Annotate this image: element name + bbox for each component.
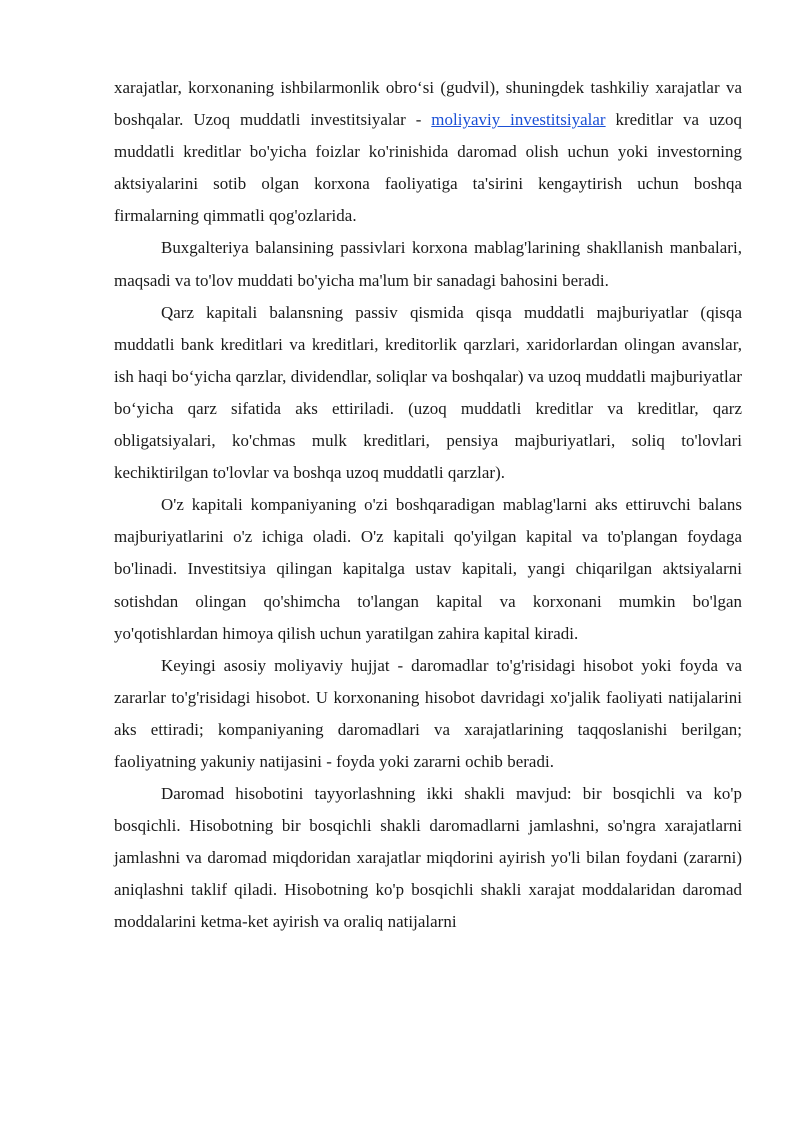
paragraph-1-text-after-link: kreditlar va uzoq muddatli kreditlar bo'yicha foizlar ko'rinishida daromad olish uchun yoki investorning aktsiyalarini sotib olgan korxona faoliyatiga ta'sirini kengaytirish uchun boshqa firmalarning qimmatli qog'ozlarida.: [114, 110, 743, 226]
paragraph-1-text-before-link: xarajatlar, korxonaning ishbilarmonlik obro‘si (gudvil), shuningdek tashkiliy xarajatlar va boshqalar. Uzoq muddatli investitsiyalar -: [114, 78, 742, 130]
paragraph-4: O'z kapitali kompaniyaning o'zi boshqaradigan mablag'larni aks ettiruvchi balans majburiyatlarini o'z ichiga oladi. O'z kapitali qo'yilgan kapital va to'plangan foydaga bo'linadi. Investitsiya qilingan kapitalga ustav kapitali, yangi chiqarilgan aktsiyalarni sotishdan olingan qo'shimcha to'langan kapital va korxonani mumkin bo'lgan yo'qotishlardan himoya qilish uchun yaratilgan zahira kapital kiradi.: [114, 495, 742, 643]
document-body: [114, 72, 742, 939]
paragraph-1: [114, 72, 742, 232]
moliyaviy-investitsiyalar-link[interactable]: moliyaviy investitsiyalar: [431, 110, 606, 130]
paragraph-2: Buxgalteriya balansining passivlari korxona mablag'larining shakllanish manbalari, maqsadi va to'lov muddati bo'yicha ma'lum bir sanadagi bahosini beradi.: [114, 238, 742, 290]
paragraph-5: Keyingi asosiy moliyaviy hujjat - daromadlar to'g'risidagi hisobot yoki foyda va zararlar to'g'risidagi hisobot. U korxonaning hisobot davridagi xo'jalik faoliyati natijalarini aks ettiradi; kompaniyaning daromadlari va xarajatlarining taqqoslanishi berilgan; faoliyatning yakuniy natijasini - foyda yoki zararni ochib beradi.: [114, 655, 742, 771]
paragraph-3: Qarz kapitali balansning passiv qismida qisqa muddatli majburiyatlar (qisqa muddatli bank kreditlari va kreditlari, kreditorlik qarzlari, xaridorlardan olingan avanslar, ish haqi bo‘yicha qarzlar, dividendlar, soliqlar va boshqalar) va uzoq muddatli majburiyatlar bo‘yicha qarz sifatida aks ettiriladi. (uzoq muddatli kreditlar va kreditlar, qarz obligatsiyalari, ko'chmas mulk kreditlari, pensiya majburiyatlari, soliq to'lovlari kechiktirilgan to'lovlar va boshqa uzoq muddatli qarzlar).: [114, 302, 742, 483]
paragraph-6: Daromad hisobotini tayyorlashning ikki shakli mavjud: bir bosqichli va ko'p bosqichli. Hisobotning bir bosqichli shakli daromadlarni jamlashni, so'ngra xarajatlarni jamlashni va daromad miqdoridan xarajatlar miqdorini ayirish yo'li bilan foydani (zararni) aniqlashni taklif qiladi. Hisobotning ko'p bosqichli shakli xarajat moddalaridan daromad moddalarini ketma-ket ayirish va oraliq natijalarni: [114, 784, 742, 932]
